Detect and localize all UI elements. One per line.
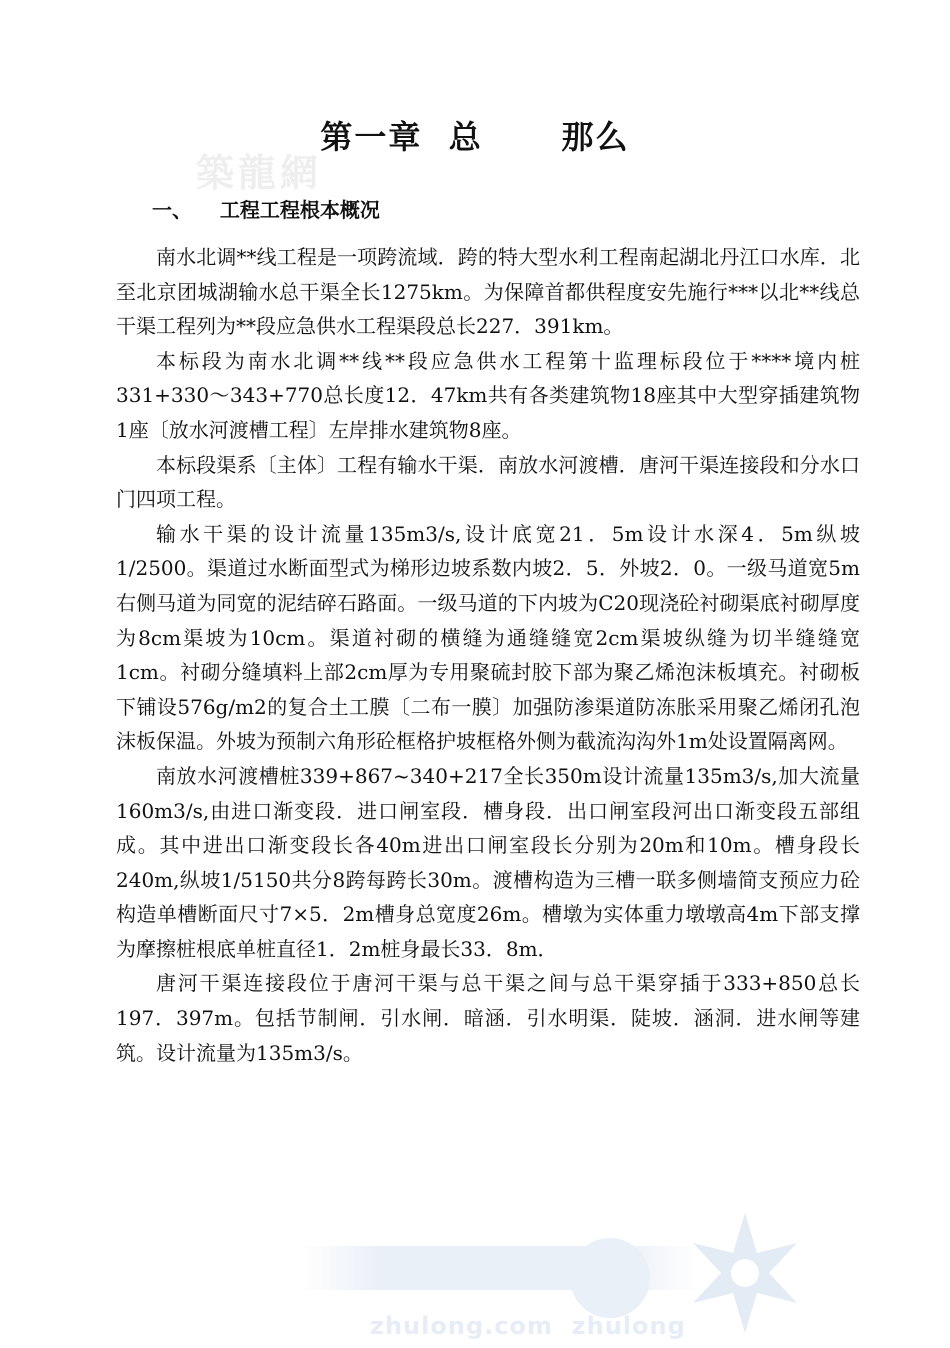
chapter-title: 第一章 总 那么 [320,118,630,156]
paragraph: 唐河干渠连接段位于唐河干渠与总干渠之间与总干渠穿插于333+850总长197．397m。包括节制闸．引水闸．暗涵．引水明渠．陡坡．涵洞．进水闸等建筑。设计流量为135m3/s。 [116,971,860,1065]
paragraph: 南水北调**线工程是一项跨流域．跨的特大型水利工程南起湖北丹江口水库．北至北京团城湖输水总干渠全长1275km。为保障首都供程度安先施行***以北**线总干渠工程列为**段应急供水工程渠段总长227．391km。 [116,245,860,339]
paragraph: 南放水河渡槽桩339+867~340+217全长350m设计流量135m3/s,加大流量160m3/s,由进口渐变段．进口闸室段．槽身段．出口闸室段河出口渐变段五部组成。其中进出口渐变段长各40m进出口闸室段长分别为20m和10m。槽身段长240m,纵坡1/5150共分8跨每跨长30m。渡槽构造为三槽一联多侧墙简支预应力砼构造单槽断面尺寸7×5．2m槽身总宽度26m。槽墩为实体重力墩墩高4m下部支撑为摩擦桩根底单桩直径1．2m桩身最长33．8m． [116,763,860,961]
section-heading: 一、 工程工程根本概况 [152,198,380,222]
paragraph: 本标段为南水北调**线**段应急供水工程第十监理标段位于****境内桩331+330～343+770总长度12．47km共有各类建筑物18座其中大型穿插建筑物1座〔放水河渡槽工程〕左岸排水建筑物8座。 [116,348,860,442]
paragraph: 输水干渠的设计流量135m3/s,设计底宽21．5m设计水深4．5m纵坡1/2500。渠道过水断面型式为梯形边坡系数内坡2．5．外坡2．0。一级马道宽5m右侧马道为同宽的泥结碎石路面。一级马道的下内坡为C20现浇砼衬砌渠底衬砌厚度为8cm渠坡为10cm。渠道衬砌的横缝为通缝缝宽2cm渠坡纵缝为切半缝缝宽1cm。衬砌分缝填料上部2cm厚为专用聚硫封胶下部为聚乙烯泡沫板填充。衬砌板下铺设576g/m2的复合土工膜〔二布一膜〕加强防渗渠道防冻胀采用聚乙烯闭孔泡沫板保温。外坡为预制六角形砼框格护坡框格外侧为截流沟沟外1m处设置隔离网。 [116,521,860,754]
paragraph: 本标段渠系〔主体〕工程有输水干渠．南放水河渡槽．唐河干渠连接段和分水口门四项工程。 [116,452,860,512]
watermark-star-logo-icon [670,1198,820,1348]
body-text [116,240,860,1070]
watermark-bottom: zhulong.com zhulong [370,1312,686,1340]
watermark-top: 築龍網 [196,150,323,195]
